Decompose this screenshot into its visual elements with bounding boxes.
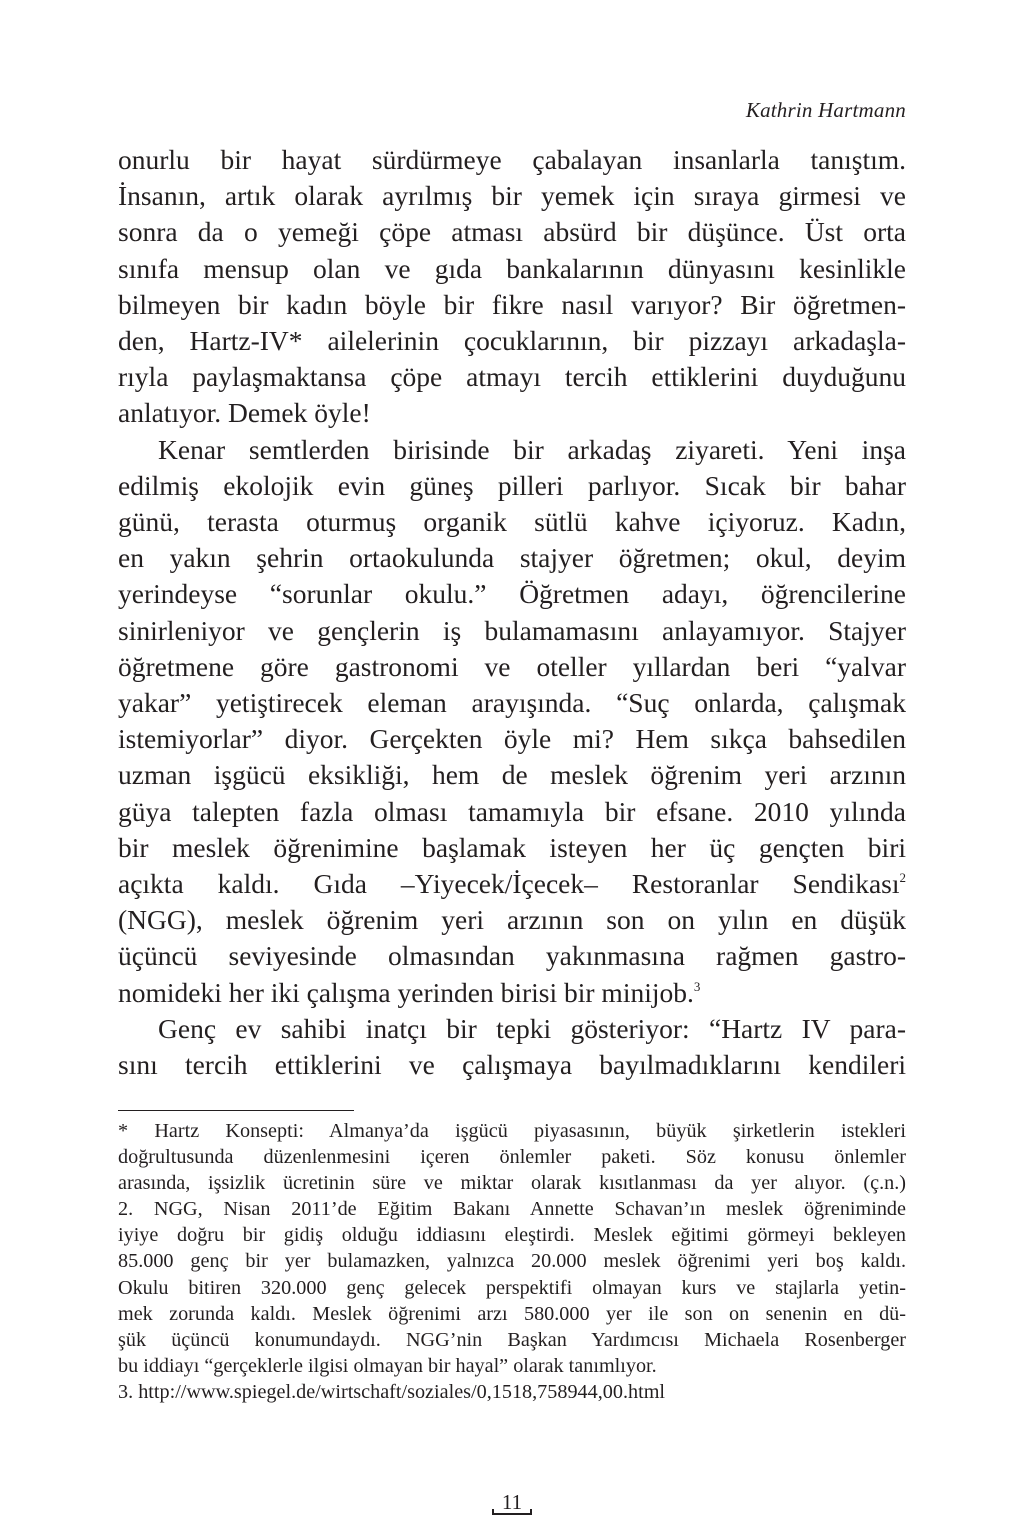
- text-line: uzman işgücü eksikliği, hem de meslek öğrenim yeri arzının: [118, 759, 906, 791]
- paragraph-2: [118, 432, 906, 1011]
- footnote-line: bu iddiayı “gerçeklerle ilgisi olmayan bir hayal” olarak tanımlıyor.: [118, 1354, 657, 1377]
- footnote-ref-2[interactable]: 2: [899, 870, 906, 886]
- footnote-line: 85.000 genç bir yer bulamazken, yalnızca 20.000 meslek öğrenimi yeri boş kaldı.: [118, 1250, 906, 1273]
- book-page: [118, 0, 906, 1536]
- text-line: Genç ev sahibi inatçı bir tepki gösteriyor: “Hartz IV para-: [158, 1012, 906, 1044]
- page-number: 11: [492, 1491, 532, 1515]
- paragraph-1: [118, 142, 906, 432]
- text-line: açıkta kaldı. Gıda –Yiyecek/İçecek– Restoranlar Sendikası: [118, 868, 900, 900]
- text-line: sonra da o yemeği çöpe atması absürd bir düşünce. Üst orta: [118, 216, 906, 248]
- footnote-line: arasında, işsizlik ücretinin süre ve miktar olarak kısıtlanması da yer alıyor. (ç.n.): [118, 1172, 906, 1195]
- text-line: nomideki her iki çalışma yerinden birisi bir minijob.: [118, 976, 694, 1008]
- text-line: rıyla paylaşmaktansa çöpe atmayı tercih ettiklerini duyduğunu: [118, 361, 906, 393]
- text-line: edilmiş ekolojik evin güneş pilleri parlıyor. Sıcak bir bahar: [118, 469, 906, 501]
- footnote-line: iyiye doğru bir gidiş olduğu iddiasını eleştirdi. Meslek eğitimi görmeyi bekleyen: [118, 1224, 906, 1247]
- text-line: İnsanın, artık olarak ayrılmış bir yemek için sıraya girmesi ve: [118, 180, 906, 212]
- footnote-url-line[interactable]: 3. http://www.spiegel.de/wirtschaft/soziales/0,1518,758944,00.html: [118, 1380, 666, 1403]
- page-number-footer: [118, 1490, 906, 1515]
- text-line: bilmeyen bir kadın böyle bir fikre nasıl varıyor? Bir öğretmen-: [118, 288, 906, 320]
- text-line: sını tercih ettiklerini ve çalışmaya bayılmadıklarını kendileri: [118, 1049, 906, 1081]
- text-line: onurlu bir hayat sürdürmeye çabalayan insanlarla tanıştım.: [118, 144, 906, 175]
- footnote-line: şük üçüncü konumundaydı. NGG’nin Başkan Yardımcısı Michaela Rosenberger: [118, 1328, 906, 1351]
- text-line-with-footnote: [118, 975, 906, 1011]
- text-line: sınıfa mensup olan ve gıda bankalarının dünyasını kesinlikle: [118, 252, 906, 284]
- footnote-line: 2. NGG, Nisan 2011’de Eğitim Bakanı Annette Schavan’ın meslek öğreniminde: [118, 1198, 906, 1221]
- text-line: öğretmene göre gastronomi ve oteller yıllardan beri “yalvar: [118, 650, 906, 682]
- running-head-author: Kathrin Hartmann: [745, 98, 906, 122]
- footnote-line: * Hartz Konsepti: Almanya’da işgücü piyasasının, büyük şirketlerin istekleri: [118, 1120, 906, 1142]
- footnote-line: doğrultusunda düzenlenmesini içeren önlemler paketi. Söz konusu önlemler: [118, 1146, 906, 1169]
- text-line: en yakın şehrin ortaokulunda stajyer öğretmen; okul, deyim: [118, 542, 906, 574]
- footnote-line: mek zorunda kaldı. Meslek öğrenimi arzı 580.000 yer ile son on senenin en dü-: [118, 1302, 906, 1325]
- text-line: güya talepten fazla olması tamamıyla bir efsane. 2010 yılında: [118, 795, 906, 827]
- footnote-ref-3[interactable]: 3: [693, 978, 701, 994]
- text-line: bir meslek öğrenimine başlamak isteyen her üç gençten biri: [118, 831, 906, 863]
- text-line: yakar” yetiştirecek eleman arayışında. “Suç onlarda, çalışmak: [118, 687, 906, 719]
- text-line: üçüncü seviyesinde olmasından yakınmasına rağmen gastro-: [118, 940, 906, 972]
- text-line: yerindeyse “sorunlar okulu.” Öğretmen adayı, öğrencilerine: [118, 578, 906, 610]
- paragraph-3: [118, 1011, 906, 1083]
- text-line: sinirleniyor ve gençlerin iş bulamamasını anlayamıyor. Stajyer: [118, 614, 906, 646]
- text-line-with-footnote: [118, 866, 906, 902]
- text-line: den, Hartz-IV* ailelerinin çocuklarının, bir pizzayı arkadaşla-: [118, 325, 906, 357]
- footnote-line: Okulu bitiren 320.000 genç gelecek perspektifi olmayan kurs ve stajlarla yetin-: [118, 1276, 906, 1299]
- body-text: [118, 142, 906, 1083]
- text-line: istemiyorlar” diyor. Gerçekten öyle mi? Hem sıkça bahsedilen: [118, 723, 906, 755]
- text-line: Kenar semtlerden birisinde bir arkadaş ziyareti. Yeni inşa: [158, 433, 906, 465]
- text-line: (NGG), meslek öğrenim yeri arzının son on yılın en düşük: [118, 904, 906, 936]
- text-line: günü, terasta oturmuş organik sütlü kahve içiyoruz. Kadın,: [118, 506, 906, 538]
- text-line: anlatıyor. Demek öyle!: [118, 397, 371, 429]
- footnote-separator: [118, 1110, 354, 1111]
- footnotes: [118, 1118, 906, 1405]
